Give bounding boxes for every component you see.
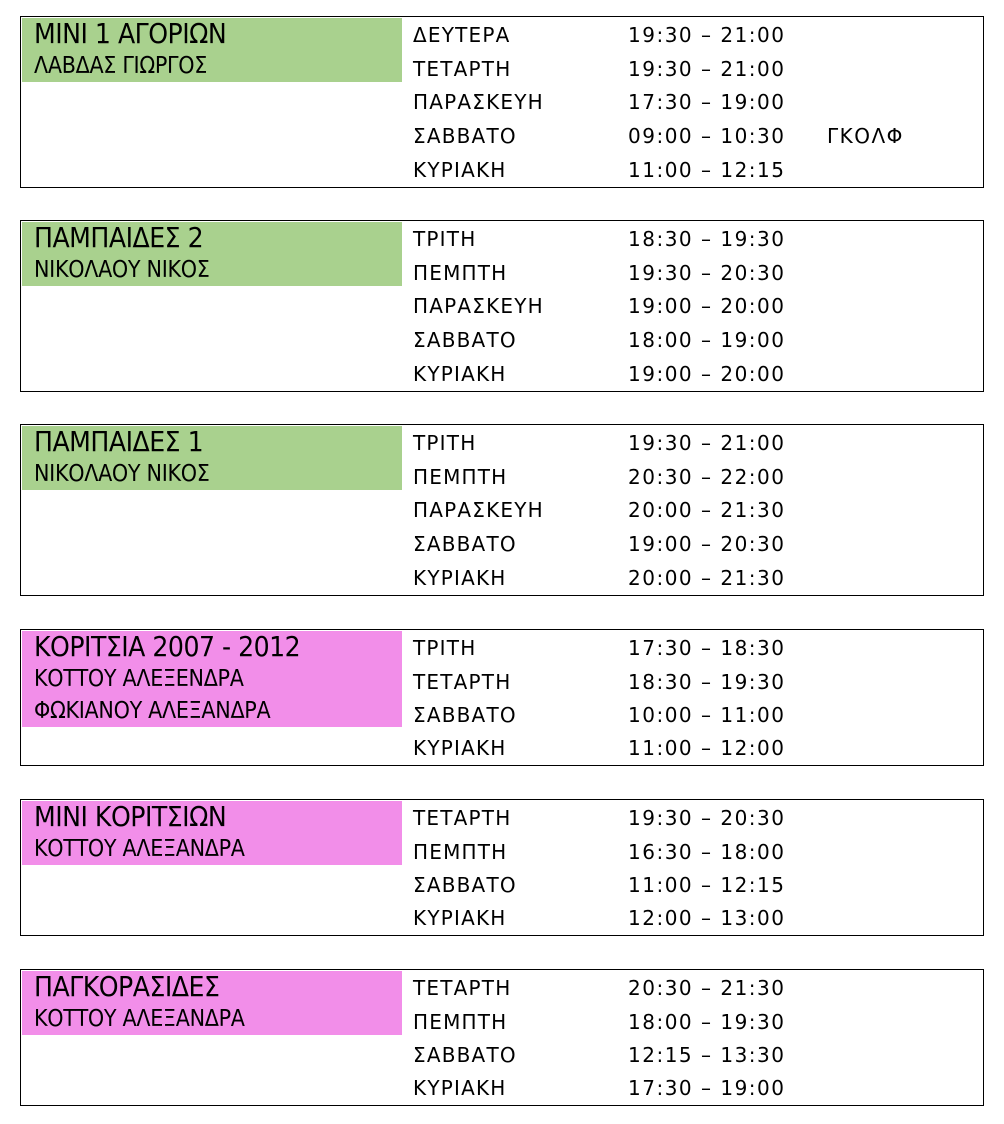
team-title: ΠΑΜΠΑΙΔΕΣ 1 <box>34 425 204 458</box>
time-range: 19:00 – 20:00 <box>628 294 786 318</box>
time-range: 17:30 – 18:30 <box>628 636 786 660</box>
time-range: 19:30 – 21:00 <box>628 57 786 81</box>
coach-name: ΦΩΚΙΑΝΟΥ ΑΛΕΞΑΝΔΡΑ <box>34 698 271 724</box>
day-label: ΚΥΡΙΑΚΗ <box>413 566 507 590</box>
time-range: 19:00 – 20:00 <box>628 362 786 386</box>
day-label: ΤΕΤΑΡΤΗ <box>413 670 512 694</box>
time-range: 19:00 – 20:30 <box>628 532 786 556</box>
day-label: ΔΕΥΤΕΡΑ <box>413 23 511 47</box>
day-label: ΠΕΜΠΤΗ <box>413 465 508 489</box>
schedule-block-mini-girls <box>20 799 984 936</box>
day-label: ΣΑΒΒΑΤΟ <box>413 328 517 352</box>
time-range: 11:00 – 12:15 <box>628 873 786 897</box>
day-label: ΤΕΤΑΡΤΗ <box>413 806 512 830</box>
time-range: 19:30 – 20:30 <box>628 261 786 285</box>
team-title: ΠΑΓΚΟΡΑΣΙΔΕΣ <box>34 970 220 1003</box>
day-label: ΤΕΤΑΡΤΗ <box>413 976 512 1000</box>
team-header <box>22 222 402 286</box>
day-label: ΚΥΡΙΑΚΗ <box>413 362 507 386</box>
schedule-block-mini1-boys <box>20 16 984 188</box>
time-range: 17:30 – 19:00 <box>628 1076 786 1100</box>
day-label: ΠΑΡΑΣΚΕΥΗ <box>413 498 544 522</box>
coach-name: ΚΟΤΤΟΥ ΑΛΕΞΑΝΔΡΑ <box>34 1006 245 1032</box>
team-title: ΠΑΜΠΑΙΔΕΣ 2 <box>34 221 204 254</box>
day-label: ΠΕΜΠΤΗ <box>413 261 508 285</box>
team-header <box>22 971 402 1035</box>
coach-name: ΚΟΤΤΟΥ ΑΛΕΞΕΝΔΡΑ <box>34 666 244 692</box>
day-label: ΤΡΙΤΗ <box>413 636 477 660</box>
coach-name: ΝΙΚΟΛΑΟΥ ΝΙΚΟΣ <box>34 461 210 487</box>
day-label: ΚΥΡΙΑΚΗ <box>413 158 507 182</box>
team-title: ΜΙΝΙ 1 ΑΓΟΡΙΩΝ <box>34 17 227 50</box>
day-label: ΚΥΡΙΑΚΗ <box>413 906 507 930</box>
time-range: 20:30 – 22:00 <box>628 465 786 489</box>
time-range: 09:00 – 10:30 <box>628 124 786 148</box>
time-range: 20:00 – 21:30 <box>628 566 786 590</box>
day-label: ΚΥΡΙΑΚΗ <box>413 1076 507 1100</box>
team-header <box>22 18 402 82</box>
time-range: 12:00 – 13:00 <box>628 906 786 930</box>
time-range: 20:30 – 21:30 <box>628 976 786 1000</box>
day-label: ΣΑΒΒΑΤΟ <box>413 1043 517 1067</box>
day-label: ΤΡΙΤΗ <box>413 431 477 455</box>
day-label: ΤΕΤΑΡΤΗ <box>413 57 512 81</box>
day-label: ΤΡΙΤΗ <box>413 227 477 251</box>
team-header <box>22 631 402 727</box>
day-label: ΣΑΒΒΑΤΟ <box>413 703 517 727</box>
day-label: ΠΕΜΠΤΗ <box>413 840 508 864</box>
time-range: 18:00 – 19:30 <box>628 1010 786 1034</box>
time-range: 18:30 – 19:30 <box>628 227 786 251</box>
time-range: 19:30 – 21:00 <box>628 431 786 455</box>
schedule-block-pagkorasides <box>20 969 984 1106</box>
time-range: 19:30 – 21:00 <box>628 23 786 47</box>
coach-name: ΛΑΒΔΑΣ ΓΙΩΡΓΟΣ <box>34 53 208 79</box>
time-range: 16:30 – 18:00 <box>628 840 786 864</box>
location-note: ΓΚΟΛΦ <box>827 124 904 148</box>
time-range: 10:00 – 11:00 <box>628 703 786 727</box>
time-range: 12:15 – 13:30 <box>628 1043 786 1067</box>
day-label: ΣΑΒΒΑΤΟ <box>413 124 517 148</box>
day-label: ΣΑΒΒΑΤΟ <box>413 532 517 556</box>
time-range: 11:00 – 12:15 <box>628 158 786 182</box>
schedule-block-pampaides2 <box>20 220 984 392</box>
team-title: ΚΟΡΙΤΣΙΑ 2007 - 2012 <box>34 630 301 663</box>
schedule-block-pampaides1 <box>20 424 984 596</box>
time-range: 19:30 – 20:30 <box>628 806 786 830</box>
time-range: 18:30 – 19:30 <box>628 670 786 694</box>
time-range: 11:00 – 12:00 <box>628 736 786 760</box>
schedule-block-girls-2007-2012 <box>20 629 984 766</box>
time-range: 18:00 – 19:00 <box>628 328 786 352</box>
day-label: ΣΑΒΒΑΤΟ <box>413 873 517 897</box>
time-range: 20:00 – 21:30 <box>628 498 786 522</box>
day-label: ΚΥΡΙΑΚΗ <box>413 736 507 760</box>
team-header <box>22 426 402 490</box>
day-label: ΠΑΡΑΣΚΕΥΗ <box>413 90 544 114</box>
day-label: ΠΕΜΠΤΗ <box>413 1010 508 1034</box>
team-header <box>22 801 402 865</box>
time-range: 17:30 – 19:00 <box>628 90 786 114</box>
coach-name: ΝΙΚΟΛΑΟΥ ΝΙΚΟΣ <box>34 257 210 283</box>
team-title: ΜΙΝΙ ΚΟΡΙΤΣΙΩΝ <box>34 800 227 833</box>
coach-name: ΚΟΤΤΟΥ ΑΛΕΞΑΝΔΡΑ <box>34 836 245 862</box>
day-label: ΠΑΡΑΣΚΕΥΗ <box>413 294 544 318</box>
